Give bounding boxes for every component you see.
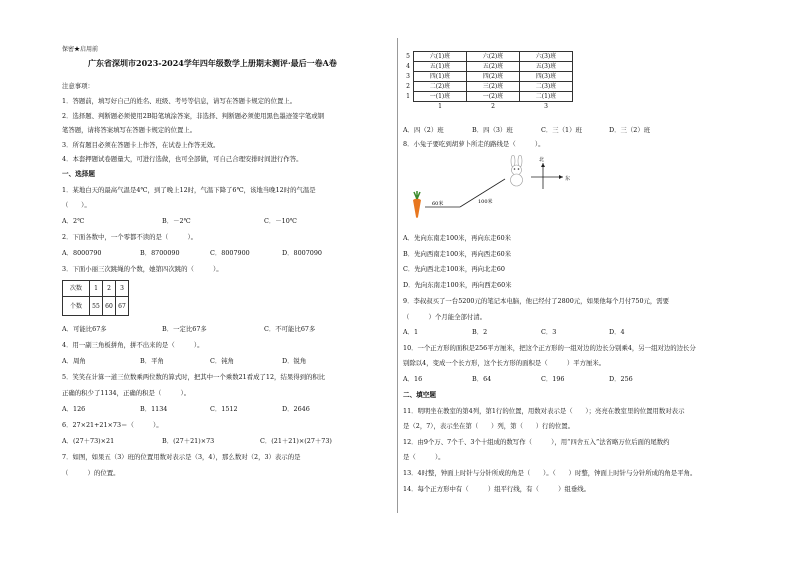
- q11-stem-2: 是（2，7），表示坐在第（ ）列，第（ ）行的位置。: [403, 422, 575, 430]
- q1-option-c: C．－10℃: [264, 217, 297, 225]
- q2-option-a: A．8000790: [62, 249, 102, 257]
- q9-option-b: B．2: [472, 328, 488, 336]
- col-number: 1: [438, 103, 442, 111]
- q3-cell: 1: [90, 281, 103, 297]
- q3-cell: 次数: [63, 281, 90, 297]
- row-number: 2: [406, 83, 410, 90]
- secret-label: 保密★启用前: [62, 46, 99, 53]
- q14-stem: 14．每个正方形中有（ ）组平行线，有（ ）组垂线。: [403, 485, 591, 493]
- row-number: 5: [406, 53, 410, 60]
- section1-heading: 一、选择题: [62, 170, 95, 178]
- q3-cell: 3: [116, 281, 129, 297]
- seat-cell: 二(2)班: [414, 82, 467, 92]
- q3-cell: 2: [103, 281, 116, 297]
- q1-stem: 1．某地白天的最高气温是4℃，到了晚上12时，气温下降了6℃，该地当晚12时的气温是: [62, 186, 316, 194]
- q5-stem: 5．笑笑在计算一道三位数乘两位数的算式时，把其中一个乘数21看成了12，结果得到的积比: [62, 373, 326, 381]
- q3-table: [62, 280, 129, 316]
- q8-stem: 8．小兔子要吃到胡萝卜所走的路线是（ ）。: [403, 140, 545, 148]
- row-number: 3: [406, 73, 410, 80]
- q1-stem-2: （ ）。: [62, 201, 91, 209]
- seat-cell: 六(2)班: [467, 52, 520, 62]
- q5-stem-2: 正确的积少了1134，正确的积是（ ）。: [62, 389, 191, 397]
- section2-heading: 二、填空题: [403, 391, 436, 399]
- note-1: 1．答题前，填写好自己的姓名、班级、考号等信息，请写在答题卡规定的位置上。: [62, 97, 297, 105]
- q8-route-map: [403, 155, 663, 223]
- q3-stem: 3．下面小丽三次跳绳的个数，她第四次跳的（ ）。: [62, 265, 223, 273]
- q5-option-d: D．2646: [282, 405, 310, 413]
- q9-option-d: D．4: [609, 328, 625, 336]
- q4-option-c: C．钝角: [210, 357, 235, 365]
- q10-option-a: A．16: [403, 375, 423, 383]
- notes-heading: 注意事项：: [62, 82, 94, 90]
- q6-option-c: C．(21＋21)×(27＋73): [260, 437, 332, 445]
- q5-option-a: A．126: [62, 405, 86, 413]
- q3-cell: 60: [103, 297, 116, 316]
- q8-option-d: D．先向东南走100米，再向西走60米: [403, 281, 512, 289]
- q2-option-c: C．8007900: [210, 249, 250, 257]
- q9-option-a: A．1: [403, 328, 419, 336]
- q10-option-b: B．64: [472, 375, 492, 383]
- distance-label-100: 100米: [478, 199, 493, 205]
- q13-stem: 13．4时整，钟面上时针与分针所成的角是（ ）。（ ）时整，钟面上时针与分针所成的角是平角。: [403, 469, 697, 477]
- q8-option-a: A．先向东南走100米，再向东走60米: [403, 234, 512, 242]
- q7-stem: 7．如图，如果五（3）班的位置用数对表示是（3，4），那么数对（2，3）表示的是: [62, 453, 301, 461]
- q9-stem-2: （ ）个月能全部付清。: [403, 313, 487, 321]
- seat-cell: 二(3)班: [520, 82, 573, 92]
- q3-option-b: B．一定比67多: [162, 325, 207, 333]
- q4-stem: 4．用一副三角板拼角，拼不出来的是（ ）。: [62, 341, 204, 349]
- seat-cell: 一(2)班: [467, 92, 520, 102]
- q12-stem: 12．由9个万、7个千、3个十组成的数写作（ ），用“四舍五入”法省略万位后面的尾数约: [403, 438, 670, 446]
- note-2: 2．选择题、判断题必须使用2B铅笔填涂答案，非选择、判断题必须使用黑色墨迹签字笔或钢: [62, 112, 325, 120]
- q10-stem: 10．一个正方形的面积是256平方厘米，把这个正方形的一组对边的边长分别乘4，另一组对边的边长分: [403, 344, 696, 352]
- q5-option-c: C．1512: [210, 405, 238, 413]
- q10-stem-2: 别除以4，变成一个长方形，这个长方形的面积是（ ）平方厘米。: [403, 359, 606, 367]
- q3-cell: 67: [116, 297, 129, 316]
- note-2b: 笔答题，请将答案填写在答题卡规定的位置上。: [62, 126, 197, 134]
- seat-cell: 四(2)班: [467, 72, 520, 82]
- q12-stem-2: 是（ ）。: [403, 453, 445, 461]
- q4-option-a: A．周角: [62, 357, 86, 365]
- seat-cell: 二(1)班: [520, 92, 573, 102]
- q4-option-b: B．平角: [140, 357, 164, 365]
- seat-cell: 四(1)班: [414, 72, 467, 82]
- note-3: 3．所有题目必须在答题卡上作答，在试卷上作答无效。: [62, 141, 220, 149]
- q10-option-d: D．256: [609, 375, 633, 383]
- q7-option-a: A．四（2）班: [403, 126, 444, 134]
- q9-stem: 9．李叔叔买了一台5200元的笔记本电脑，他已经付了2800元，如果他每个月付750元，需要: [403, 297, 670, 305]
- q2-option-d: D．8007090: [282, 249, 322, 257]
- compass-east-label: 东: [565, 176, 571, 182]
- seat-cell: 六(3)班: [520, 52, 573, 62]
- q7-stem-2: （ ）的位置。: [62, 469, 120, 477]
- seat-cell: 一(1)班: [414, 92, 467, 102]
- carrot-leaf-icon: [414, 191, 420, 199]
- q7-option-b: B．四（3）班: [472, 126, 513, 134]
- seat-cell: 五(1)班: [414, 62, 467, 72]
- row-number: 4: [406, 63, 410, 70]
- q10-option-c: C．196: [541, 375, 565, 383]
- q7-option-c: C．三（1）班: [541, 126, 582, 134]
- distance-label-60: 60米: [432, 201, 444, 207]
- q2-stem: 2．下面各数中，一个零都不读的是（ ）。: [62, 233, 198, 241]
- compass-north-label: 北: [539, 157, 545, 163]
- q3-cell: 个数: [63, 297, 90, 316]
- q8-option-c: C．先向西北走100米，再向北走60: [403, 265, 505, 273]
- seat-cell: 三(2)班: [467, 82, 520, 92]
- q1-option-b: B．－2℃: [162, 217, 191, 225]
- q3-option-c: C．不可能比67多: [264, 325, 316, 333]
- seat-cell: 五(3)班: [520, 62, 573, 72]
- col-number: 3: [544, 103, 548, 111]
- note-4: 4．本套押题试卷题量大，可进行选做，也可全部做，可自己合理安排时间进行作答。: [62, 155, 303, 163]
- q6-stem: 6．27×21+21×73＝（ ）。: [62, 421, 163, 429]
- seat-cell: 六(1)班: [414, 52, 467, 62]
- exam-title: 广东省深圳市2023-2024学年四年级数学上册期末测评·最后一卷A卷: [88, 58, 337, 68]
- q2-option-b: B．8700090: [140, 249, 180, 257]
- carrot-icon: [413, 199, 421, 219]
- col-number: 2: [491, 103, 495, 111]
- seat-cell: 四(3)班: [520, 72, 573, 82]
- q1-option-a: A．2℃: [62, 217, 85, 225]
- q7-seat-grid: [403, 51, 573, 112]
- seat-cell: 五(2)班: [467, 62, 520, 72]
- q11-stem: 11．明明坐在教室的第4列，第1行的位置，用数对表示是（ ）；亮亮在教室里的位置用数对表示: [403, 407, 685, 415]
- q3-option-a: A．可能比67多: [62, 325, 107, 333]
- q9-option-c: C．3: [541, 328, 557, 336]
- q4-option-d: D．锐角: [282, 357, 307, 365]
- row-number: 1: [406, 93, 410, 100]
- q8-option-b: B．先向西南走100米，再向西走60米: [403, 250, 512, 258]
- q3-cell: 55: [90, 297, 103, 316]
- east-arrow-icon: [559, 175, 563, 179]
- rabbit-icon: [511, 155, 523, 186]
- q6-option-b: B．(27＋21)×73: [162, 437, 215, 445]
- column-divider: [397, 38, 398, 513]
- north-arrow-icon: [541, 163, 545, 167]
- q7-option-d: D．三（2）班: [609, 126, 651, 134]
- q5-option-b: B．1134: [140, 405, 168, 413]
- q6-option-a: A．(27＋73)×21: [62, 437, 115, 445]
